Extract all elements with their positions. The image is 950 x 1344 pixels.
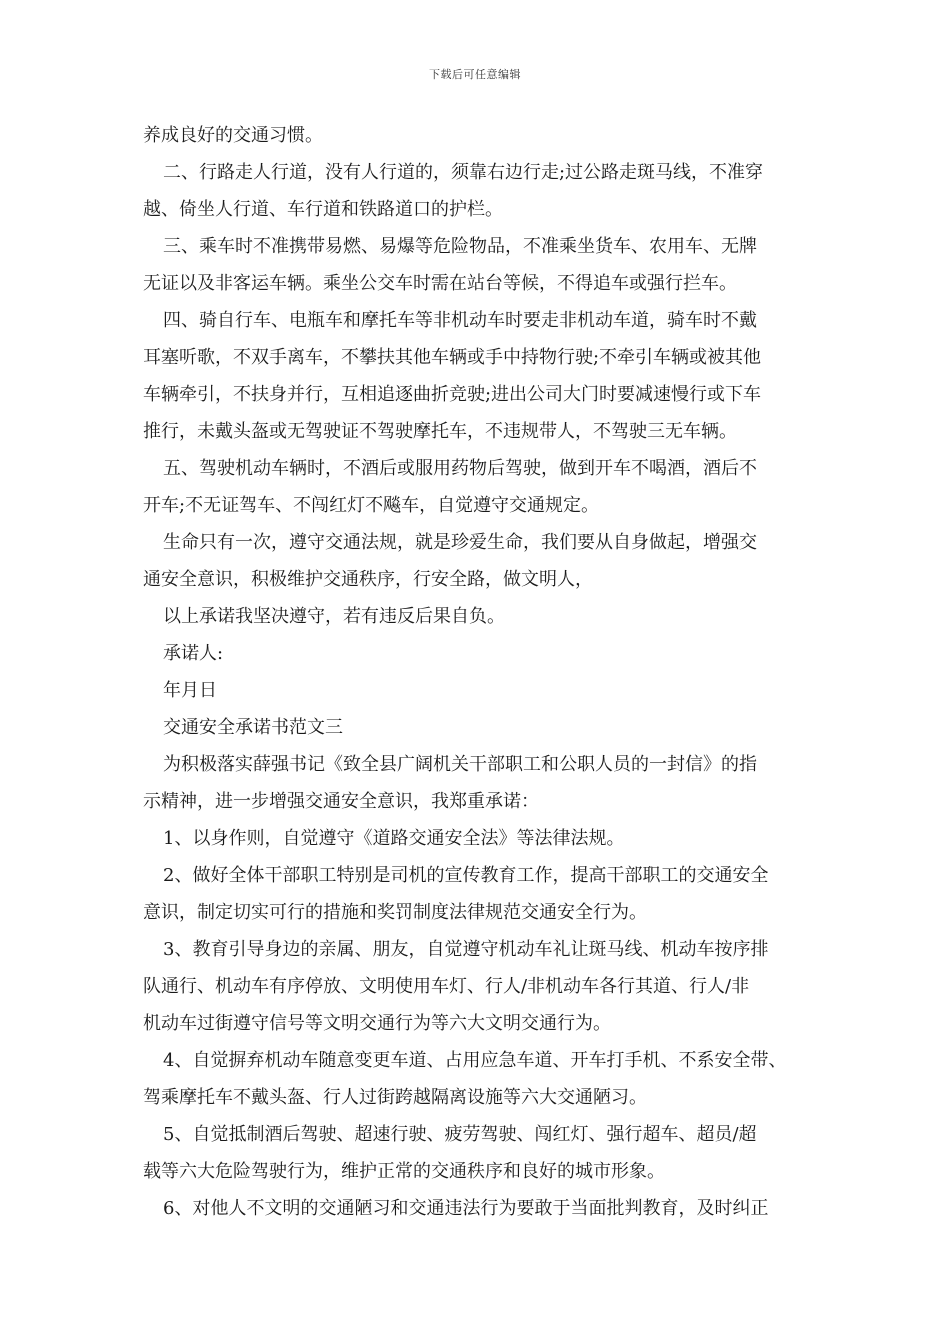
paragraph-line: 二、行路走人行道，没有人行道的，须靠右边行走;过公路走斑马线，不准穿 — [163, 162, 764, 183]
paragraph-line: 通安全意识，积极维护交通秩序，行安全路，做文明人， — [143, 569, 593, 590]
paragraph-line: 四、骑自行车、电瓶车和摩托车等非机动车时要走非机动车道，骑车时不戴 — [163, 310, 757, 331]
paragraph-line: 无证以及非客运车辆。乘坐公交车时需在站台等候，不得追车或强行拦车。 — [143, 273, 737, 294]
paragraph-line: 养成良好的交通习惯。 — [143, 125, 323, 146]
paragraph-line: 示精神，进一步增强交通安全意识，我郑重承诺： — [143, 791, 539, 812]
paragraph-line: 三、乘车时不准携带易燃、易爆等危险物品，不准乘坐货车、农用车、无牌 — [163, 236, 757, 257]
paragraph-line: 交通安全承诺书范文三 — [163, 717, 343, 738]
paragraph-line: 车辆牵引，不扶身并行，互相追逐曲折竞驶;进出公司大门时要减速慢行或下车 — [143, 384, 762, 405]
paragraph-line: 队通行、机动车有序停放、文明使用车灯、行人/非机动车各行其道、行人/非 — [143, 976, 750, 997]
paragraph-line: 开车;不无证驾车、不闯红灯不飚车，自觉遵守交通规定。 — [143, 495, 600, 516]
paragraph-line: 为积极落实薛强书记《致全县广阔机关干部职工和公职人员的一封信》的指 — [163, 754, 757, 775]
paragraph-line: 驾乘摩托车不戴头盔、行人过街跨越隔离设施等六大交通陋习。 — [143, 1087, 647, 1108]
document-body — [143, 117, 823, 1227]
paragraph-line: 5、自觉抵制酒后驾驶、超速行驶、疲劳驾驶、闯红灯、强行超车、超员/超 — [163, 1124, 757, 1145]
paragraph-line: 越、倚坐人行道、车行道和铁路道口的护栏。 — [143, 199, 503, 220]
paragraph-line: 推行，未戴头盔或无驾驶证不驾驶摩托车，不违规带人，不驾驶三无车辆。 — [143, 421, 737, 442]
paragraph-line: 承诺人: — [163, 643, 224, 664]
paragraph-line: 2、做好全体干部职工特别是司机的宣传教育工作，提高干部职工的交通安全 — [163, 865, 769, 886]
paragraph-line: 机动车过街遵守信号等文明交通行为等六大文明交通行为。 — [143, 1013, 611, 1034]
paragraph-line: 6、对他人不文明的交通陋习和交通违法行为要敢于当面批判教育，及时纠正 — [163, 1198, 769, 1219]
paragraph-line: 4、自觉摒弃机动车随意变更车道、占用应急车道、开车打手机、不系安全带、 — [163, 1050, 787, 1071]
paragraph-line: 五、驾驶机动车辆时，不酒后或服用药物后驾驶，做到开车不喝酒，酒后不 — [163, 458, 757, 479]
paragraph-line: 耳塞听歌，不双手离车，不攀扶其他车辆或手中持物行驶;不牵引车辆或被其他 — [143, 347, 762, 368]
paragraph-line: 载等六大危险驾驶行为，维护正常的交通秩序和良好的城市形象。 — [143, 1161, 665, 1182]
paragraph-line: 以上承诺我坚决遵守，若有违反后果自负。 — [163, 606, 505, 627]
paragraph-line: 年月日 — [163, 680, 217, 701]
paragraph-line: 生命只有一次，遵守交通法规，就是珍爱生命，我们要从自身做起，增强交 — [163, 532, 757, 553]
paragraph-line: 3、教育引导身边的亲属、朋友，自觉遵守机动车礼让斑马线、机动车按序排 — [163, 939, 769, 960]
paragraph-line: 意识，制定切实可行的措施和奖罚制度法律规范交通安全行为。 — [143, 902, 647, 923]
paragraph-line: 1、以身作则，自觉遵守《道路交通安全法》等法律法规。 — [163, 828, 625, 849]
page-header: 下载后可任意编辑 — [429, 68, 521, 81]
